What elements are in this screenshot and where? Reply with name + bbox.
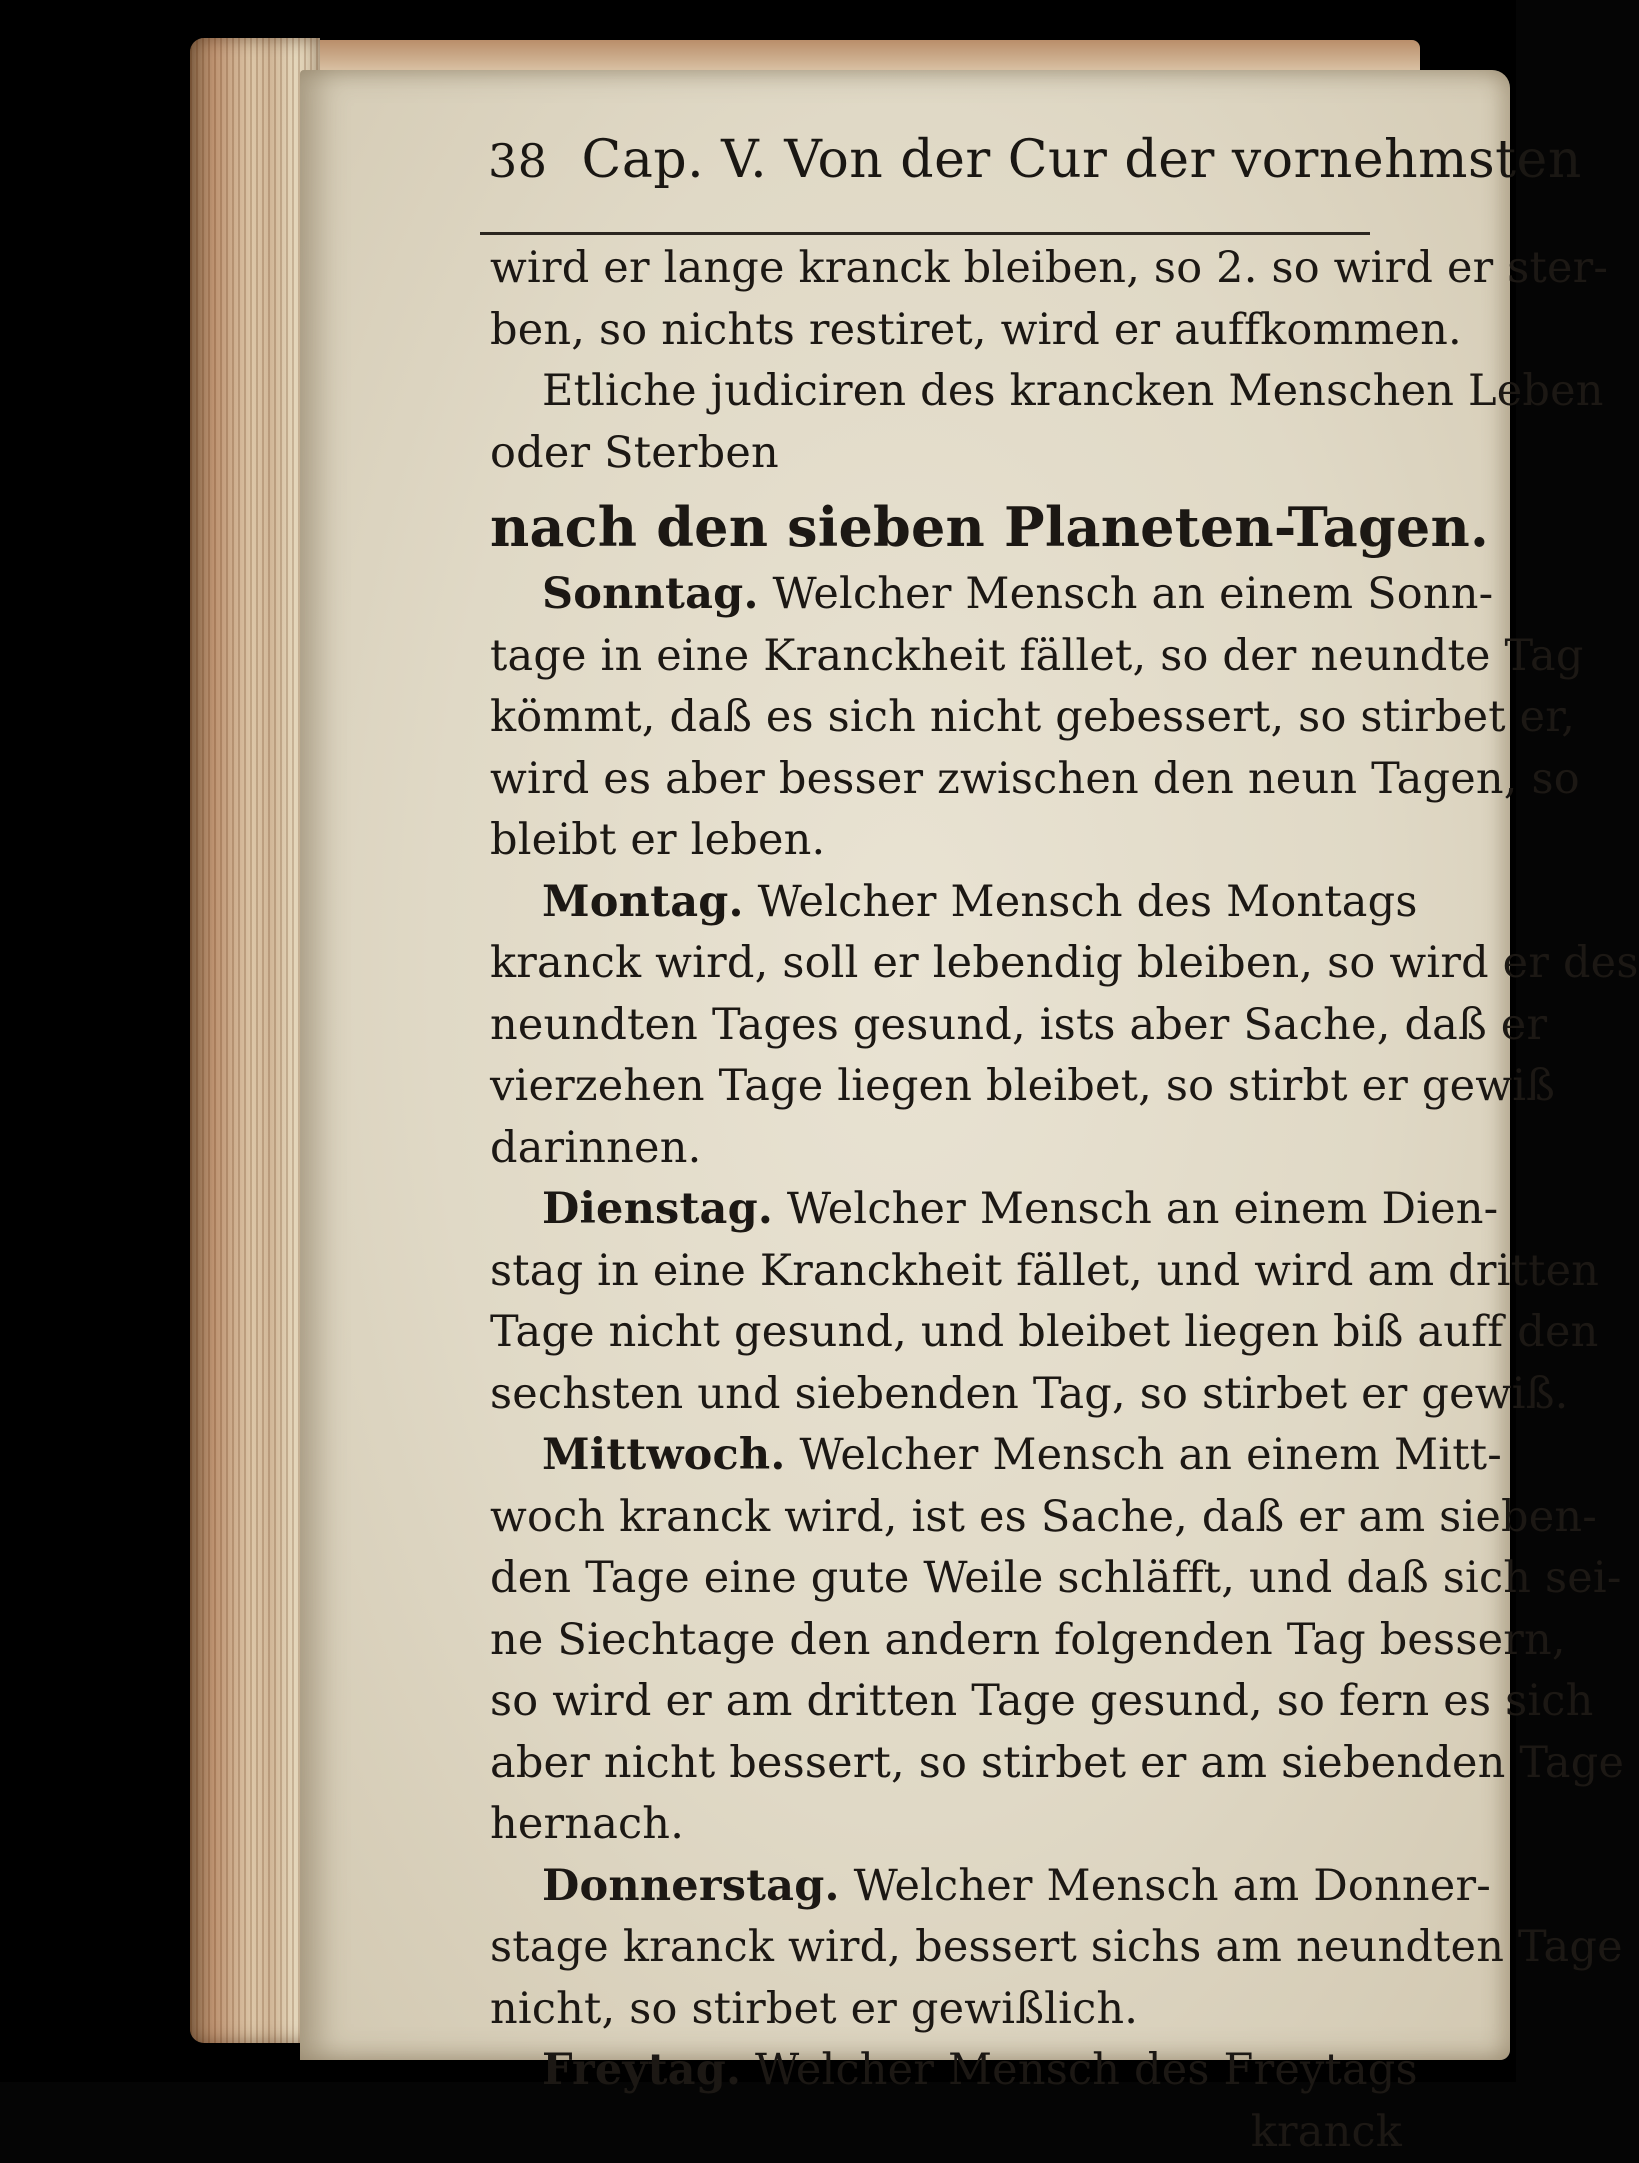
day-paragraph-start <box>490 1179 1410 1241</box>
text-line: ben, so nichts restiret, wird er auffkommen. <box>490 300 1410 362</box>
text-line: Tage nicht gesund, und bleibet liegen biß auff den <box>490 1302 1410 1364</box>
day-name-friday: Freytag. <box>542 2045 741 2095</box>
text-line: aber nicht bessert, so stirbet er am siebenden Tage <box>490 1733 1410 1795</box>
catchword: kranck <box>490 2102 1410 2163</box>
day-first-line: Welcher Mensch des Freytags <box>755 2045 1418 2095</box>
day-paragraph-start <box>490 2040 1410 2102</box>
text-line: tage in eine Kranckheit fället, so der neundte Tag <box>490 626 1410 688</box>
text-line: nicht, so stirbet er gewißlich. <box>490 1979 1410 2041</box>
day-name-monday: Montag. <box>542 877 744 927</box>
day-name-tuesday: Dienstag. <box>542 1184 773 1234</box>
text-line: wird er lange kranck bleiben, so 2. so wird er ster- <box>490 238 1410 300</box>
day-first-line: Welcher Mensch am Donner- <box>854 1861 1491 1911</box>
text-line: woch kranck wird, ist es Sache, daß er am sieben- <box>490 1487 1410 1549</box>
page-number: 38 <box>488 134 548 188</box>
text-line: kranck wird, soll er lebendig bleiben, so wird er des <box>490 933 1410 995</box>
running-head: Cap. V. Von der Cur der vornehmsten <box>582 130 1582 190</box>
text-line: den Tage eine gute Weile schläfft, und daß sich sei- <box>490 1548 1410 1610</box>
day-paragraph-start <box>490 564 1410 626</box>
header-rule <box>480 232 1370 235</box>
text-line: wird es aber besser zwischen den neun Tagen, so <box>490 749 1410 811</box>
day-paragraph-start <box>490 872 1410 934</box>
text-line: bleibt er leben. <box>490 810 1410 872</box>
text-line: oder Sterben <box>490 423 1410 485</box>
day-first-line: Welcher Mensch des Montags <box>758 877 1418 927</box>
text-line: sechsten und siebenden Tag, so stirbet er gewiß. <box>490 1364 1410 1426</box>
text-line: so wird er am dritten Tage gesund, so fern es sich <box>490 1671 1410 1733</box>
text-line: stag in eine Kranckheit fället, und wird am dritten <box>490 1241 1410 1303</box>
text-line: vierzehen Tage liegen bleibet, so stirbt er gewiß <box>490 1056 1410 1118</box>
day-paragraph-start <box>490 1856 1410 1918</box>
day-first-line: Welcher Mensch an einem Dien- <box>787 1184 1499 1234</box>
day-name-wednesday: Mittwoch. <box>542 1430 786 1480</box>
page-header <box>488 130 1388 220</box>
text-line: darinnen. <box>490 1118 1410 1180</box>
day-name-sunday: Sonntag. <box>542 569 759 619</box>
book-page <box>300 70 1510 2060</box>
day-name-thursday: Donnerstag. <box>542 1861 840 1911</box>
text-line: neundten Tages gesund, ists aber Sache, daß er <box>490 995 1410 1057</box>
section-heading: nach den sieben Planeten-Tagen. <box>490 484 1410 564</box>
text-block <box>490 238 1410 2163</box>
text-line: ne Siechtage den andern folgenden Tag bessern, <box>490 1610 1410 1672</box>
day-paragraph-start <box>490 1425 1410 1487</box>
day-first-line: Welcher Mensch an einem Mitt- <box>799 1430 1501 1480</box>
day-first-line: Welcher Mensch an einem Sonn- <box>773 569 1494 619</box>
text-line: kömmt, daß es sich nicht gebessert, so stirbet er, <box>490 687 1410 749</box>
text-line: hernach. <box>490 1794 1410 1856</box>
text-line: Etliche judiciren des krancken Menschen Leben <box>490 361 1410 423</box>
text-line: stage kranck wird, bessert sichs am neundten Tage <box>490 1917 1410 1979</box>
